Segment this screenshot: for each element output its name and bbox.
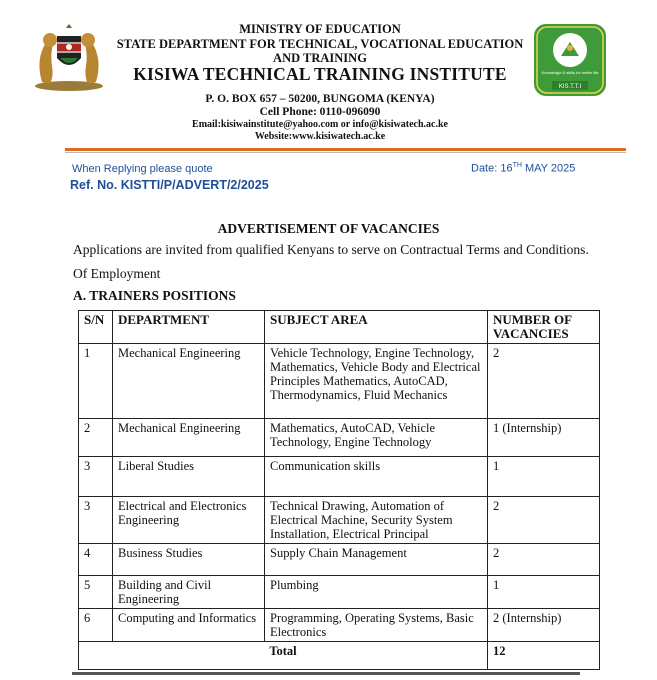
table-header-row bbox=[79, 311, 600, 344]
table-row bbox=[79, 344, 600, 419]
header-subject-area: SUBJECT AREA bbox=[265, 311, 488, 344]
intro-text-cont: Of Employment bbox=[73, 266, 161, 281]
cell-sn: 3 bbox=[79, 497, 113, 544]
cell-sn: 6 bbox=[79, 609, 113, 642]
cell-vacancies: 1 bbox=[488, 457, 600, 497]
vacancies-table bbox=[78, 310, 600, 670]
header-divider-thin bbox=[65, 152, 626, 153]
table-row bbox=[79, 576, 600, 609]
cell-vacancies: 2 (Internship) bbox=[488, 609, 600, 642]
cell-vacancies: 2 bbox=[488, 344, 600, 419]
cell-subject: Technical Drawing, Automation of Electrical Machine, Security System Installation, Electrical Principal bbox=[265, 497, 488, 544]
cell-phone: Cell Phone: 0110-096090 bbox=[259, 106, 381, 118]
total-value: 12 bbox=[488, 642, 600, 670]
table-row bbox=[79, 419, 600, 457]
footer-divider bbox=[72, 672, 580, 675]
cell-department: Computing and Informatics bbox=[113, 609, 265, 642]
cell-vacancies: 2 bbox=[488, 544, 600, 576]
cell-sn: 5 bbox=[79, 576, 113, 609]
cell-department: Mechanical Engineering bbox=[113, 419, 265, 457]
ministry-heading: MINISTRY OF EDUCATION bbox=[239, 22, 401, 36]
cell-department: Mechanical Engineering bbox=[113, 344, 265, 419]
institute-name: KISIWA TECHNICAL TRAINING INSTITUTE bbox=[133, 64, 507, 84]
total-label: Total bbox=[79, 642, 488, 670]
department-heading-cont: AND TRAINING bbox=[273, 51, 367, 65]
department-heading: STATE DEPARTMENT FOR TECHNICAL, VOCATIONAL EDUCATION bbox=[116, 37, 524, 51]
cell-vacancies: 2 bbox=[488, 497, 600, 544]
table-total-row bbox=[79, 642, 600, 670]
cell-vacancies: 1 bbox=[488, 576, 600, 609]
table-row bbox=[79, 544, 600, 576]
reference-number: Ref. No. KISTTI/P/ADVERT/2/2025 bbox=[70, 178, 269, 192]
logo-text: KIS.T.T.I bbox=[558, 84, 582, 90]
cell-subject: Programming, Operating Systems, Basic Electronics bbox=[265, 609, 488, 642]
cell-subject: Vehicle Technology, Engine Technology, Mathematics, Vehicle Body and Electrical Principles Mathematics, AutoCAD, Thermodynamics, Fluid Mechanics bbox=[265, 344, 488, 419]
cell-subject: Communication skills bbox=[265, 457, 488, 497]
cell-vacancies: 1 (Internship) bbox=[488, 419, 600, 457]
letter-date: Date: 16TH MAY 2025 bbox=[471, 162, 576, 175]
logo-motto: Knowledge & skills for better life bbox=[541, 70, 599, 75]
header-department: DEPARTMENT bbox=[113, 311, 265, 344]
advert-title: ADVERTISEMENT OF VACANCIES bbox=[217, 221, 440, 236]
website-line: Website:www.kisiwatech.ac.ke bbox=[254, 131, 386, 142]
postal-address: P. O. BOX 657 – 50200, BUNGOMA (KENYA) bbox=[205, 93, 435, 105]
table-row bbox=[79, 609, 600, 642]
header-vacancies: NUMBER OF VACANCIES bbox=[488, 311, 600, 344]
table-row bbox=[79, 457, 600, 497]
cell-sn: 2 bbox=[79, 419, 113, 457]
cell-department: Liberal Studies bbox=[113, 457, 265, 497]
cell-subject: Mathematics, AutoCAD, Vehicle Technology, Engine Technology bbox=[265, 419, 488, 457]
cell-sn: 3 bbox=[79, 457, 113, 497]
cell-sn: 1 bbox=[79, 344, 113, 419]
cell-department: Business Studies bbox=[113, 544, 265, 576]
intro-text: Applications are invited from qualified Kenyans to serve on Contractual Terms and Conditions. bbox=[73, 242, 589, 257]
reply-note: When Replying please quote bbox=[72, 163, 213, 175]
header-sn: S/N bbox=[79, 311, 113, 344]
cell-department: Building and Civil Engineering bbox=[113, 576, 265, 609]
cell-subject: Supply Chain Management bbox=[265, 544, 488, 576]
email-line: Email:kisiwainstitute@yahoo.com or info@kisiwatech.ac.ke bbox=[192, 119, 448, 130]
cell-subject: Plumbing bbox=[265, 576, 488, 609]
section-heading: A. TRAINERS POSITIONS bbox=[73, 288, 236, 303]
cell-department: Electrical and Electronics Engineering bbox=[113, 497, 265, 544]
table-row bbox=[79, 497, 600, 544]
institute-logo bbox=[532, 22, 608, 98]
cell-sn: 4 bbox=[79, 544, 113, 576]
header-divider bbox=[65, 148, 626, 151]
coat-of-arms-emblem bbox=[30, 22, 108, 92]
